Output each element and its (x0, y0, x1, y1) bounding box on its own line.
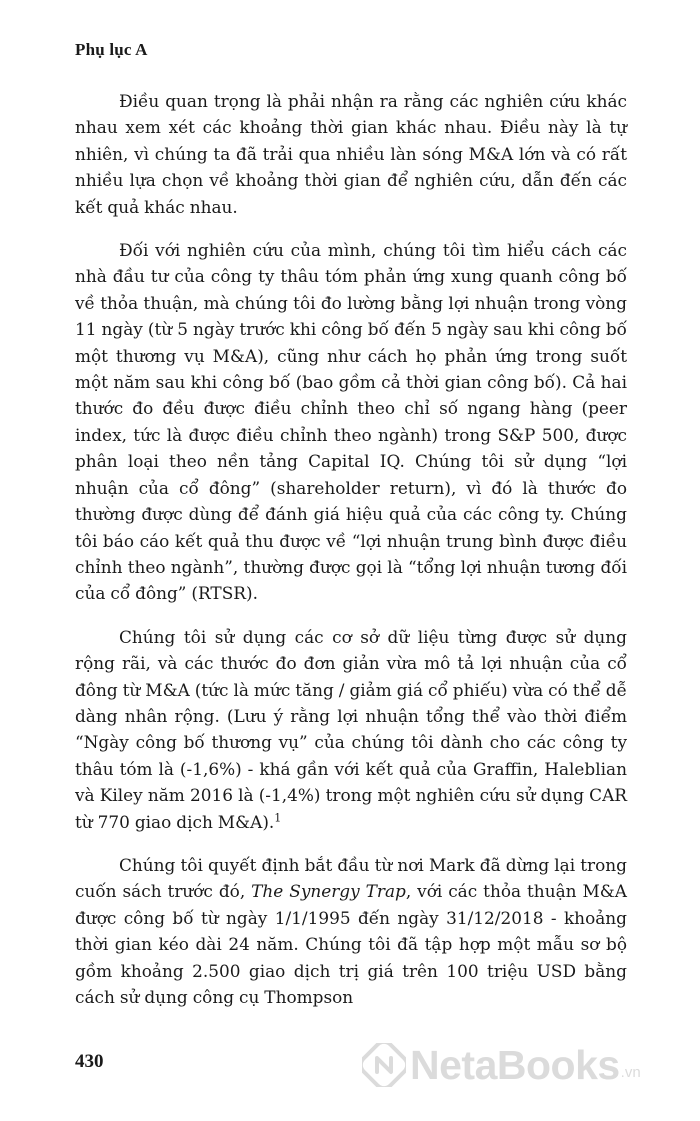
footnote-ref: 1 (274, 810, 282, 824)
watermark-suffix: .vn (620, 1064, 641, 1081)
paragraph-4 (75, 852, 627, 1010)
book-title: The Synergy Trap (251, 881, 406, 902)
paragraph-4-text-before: Chúng tôi quyết định bắt đầu từ nơi Mark đã dừng lại trong cuốn sách trước đó, (75, 854, 627, 902)
netabooks-logo-icon (362, 1043, 406, 1087)
paragraph-2: Đối với nghiên cứu của mình, chúng tôi tìm hiểu cách các nhà đầu tư của công ty thâu tóm phản ứng xung quanh công bố về thỏa thuận, mà chúng tôi đo lường bằng lợi nhuận trong vòng 11 ngày (từ 5 ngày trước khi công bố đến 5 ngày sau khi công bố một thương vụ M&A), cũng như cách họ phản ứng trong suốt một năm sau khi công bố (bao gồm cả thời gian công bố). Cả hai thước đo đều được điều chỉnh theo chỉ số ngang hàng (peer index, tức là được điều chỉnh theo ngành) trong S&P 500, được phân loại theo nền tảng Capital IQ. Chúng tôi sử dụng “lợi nhuận của cổ đông” (shareholder return), vì đó là thước đo thường được dùng để đánh giá hiệu quả của các công ty. Chúng tôi báo cáo kết quả thu được về “lợi nhuận trung bình được điều chỉnh theo ngành”, thường được gọi là “tổng lợi nhuận tương đối của cổ đông” (RTSR). (75, 240, 627, 604)
paragraph-1: Điều quan trọng là phải nhận ra rằng các nghiên cứu khác nhau xem xét các khoảng thời gian khác nhau. Điều này là tự nhiên, vì chúng ta đã trải qua nhiều làn sóng M&A lớn và có rất nhiều lựa chọn về khoảng thời gian để nghiên cứu, dẫn đến các kết quả khác nhau. (75, 91, 627, 217)
paragraph-4-text-after: , với các thỏa thuận M&A được công bố từ ngày 1/1/1995 đến ngày 31/12/2018 - khoảng thời gian kéo dài 24 năm. Chúng tôi đã tập hợp một mẫu sơ bộ gồm khoảng 2.500 giao dịch trị giá trên 100 triệu USD bằng cách sử dụng công cụ Thompson (75, 881, 627, 1007)
running-head: Phụ lục A (75, 40, 148, 59)
watermark (362, 1035, 641, 1095)
page-number: 430 (75, 1051, 104, 1072)
watermark-brand: NetaBooks (410, 1041, 620, 1088)
paragraph-3-text: Chúng tôi sử dụng các cơ sở dữ liệu từng được sử dụng rộng rãi, và các thước đo đơn giản vừa mô tả lợi nhuận của cổ đông từ M&A (tức là mức tăng / giảm giá cổ phiếu) vừa có thể dễ dàng nhân rộng. (Lưu ý rằng lợi nhuận tổng thể vào thời điểm “Ngày công bố thương vụ” của chúng tôi dành cho các công ty thâu tóm là (-1,6%) - khá gần với kết quả của Graffin, Haleblian và Kiley năm 2016 là (-1,4%) trong một nghiên cứu sử dụng CAR từ 770 giao dịch M&A). (75, 626, 627, 832)
paragraph-3 (75, 624, 627, 835)
body-text (75, 88, 627, 1027)
